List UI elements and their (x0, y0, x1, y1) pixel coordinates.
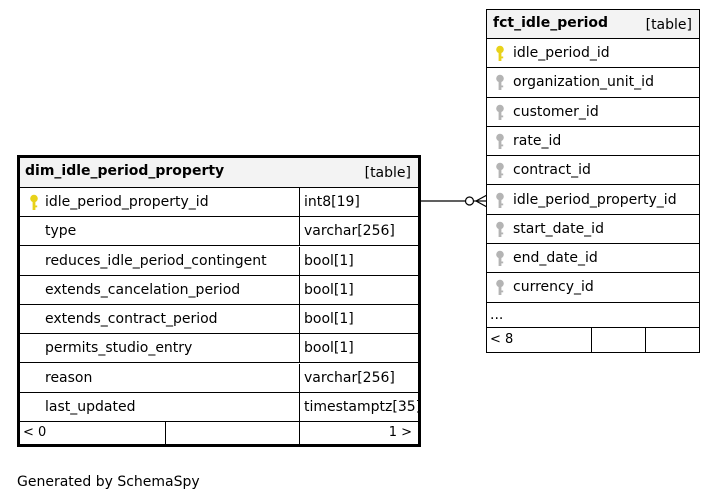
column-name: reason (45, 369, 93, 386)
key-icon (29, 194, 39, 212)
table-footer (20, 422, 418, 444)
column-row[interactable] (20, 305, 418, 334)
column-type: int8[19] (304, 194, 360, 210)
column-name: type (45, 223, 77, 240)
foreign-key-icon (495, 133, 505, 151)
column-type: bool[1] (304, 252, 354, 269)
column-name: contract_id (513, 162, 591, 179)
column-row[interactable] (487, 98, 699, 127)
column-name: extends_contract_period (45, 311, 218, 327)
zero-optional-marker (466, 197, 474, 205)
foreign-key-icon (495, 221, 505, 239)
column-row[interactable] (487, 127, 699, 156)
ellipsis-row (487, 303, 699, 328)
column-row[interactable] (20, 276, 418, 305)
column-name: end_date_id (513, 250, 598, 267)
column-row[interactable] (487, 156, 699, 185)
column-row[interactable] (20, 188, 418, 217)
generated-by-label: Generated by SchemaSpy (17, 474, 200, 490)
table-name: fct_idle_period (493, 15, 609, 31)
column-name: currency_id (513, 279, 594, 296)
column-row[interactable] (487, 244, 699, 273)
column-row[interactable] (487, 68, 699, 97)
column-row[interactable] (20, 217, 418, 246)
column-row[interactable] (487, 273, 699, 302)
column-row[interactable] (20, 334, 418, 363)
table-dim-idle-period-property[interactable] (17, 155, 421, 447)
column-name: idle_period_property_id (45, 194, 209, 210)
column-type: varchar[256] (304, 369, 395, 386)
foreign-key-icon (495, 162, 505, 180)
column-type: bool[1] (304, 281, 354, 298)
table-header (20, 158, 418, 188)
column-row[interactable] (20, 393, 422, 422)
foreign-key-icon (495, 250, 505, 268)
footer-right-count: 1 > (388, 425, 412, 440)
table-fct-idle-period[interactable] (486, 9, 700, 353)
table-kind: [table] (645, 17, 692, 33)
column-row[interactable] (487, 39, 699, 68)
more-columns-ellipsis: ... (490, 307, 504, 323)
footer-left-count: < 8 (490, 332, 514, 347)
foreign-key-icon (495, 279, 505, 297)
table-footer (487, 328, 699, 352)
foreign-key-icon (495, 192, 505, 210)
column-name: organization_unit_id (513, 74, 654, 91)
column-name: start_date_id (513, 220, 604, 237)
key-icon (495, 45, 505, 63)
column-name: permits_studio_entry (45, 340, 193, 357)
column-row[interactable] (20, 247, 418, 276)
column-name: last_updated (45, 398, 136, 415)
column-name: rate_id (513, 132, 562, 149)
foreign-key-icon (495, 104, 505, 122)
table-header (487, 10, 699, 39)
table-kind: [table] (364, 165, 411, 181)
column-type: bool[1] (304, 311, 354, 327)
column-type: bool[1] (304, 340, 354, 357)
column-name: idle_period_property_id (513, 191, 677, 208)
column-name: reduces_idle_period_contingent (45, 252, 267, 269)
foreign-key-icon (495, 74, 505, 92)
column-row[interactable] (487, 186, 699, 215)
column-row[interactable] (487, 215, 699, 244)
column-name: extends_cancelation_period (45, 281, 241, 298)
column-row[interactable] (20, 364, 418, 393)
table-name: dim_idle_period_property (25, 163, 225, 179)
column-name: customer_id (513, 103, 599, 120)
column-name: idle_period_id (513, 45, 610, 61)
column-type: varchar[256] (304, 223, 395, 240)
column-type: timestamptz[35] (304, 398, 422, 415)
footer-left-count: < 0 (23, 425, 47, 440)
